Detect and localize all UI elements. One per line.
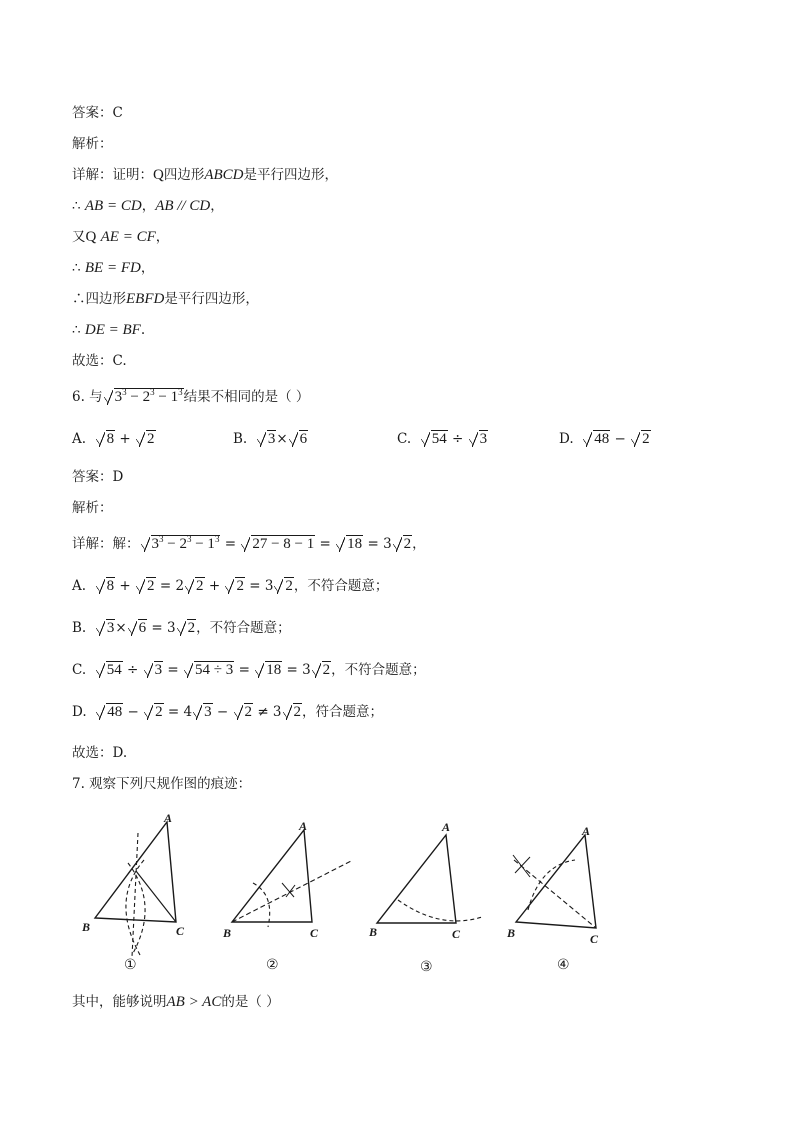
q5-text: 四边形 xyxy=(85,291,126,307)
math-ab-parallel-cd: AB // CD xyxy=(155,198,211,214)
construction-figures xyxy=(70,805,630,985)
figure-caption-1: ① xyxy=(124,957,137,973)
q6-stem-num: 6. 与 xyxy=(72,389,103,405)
therefore-symbol: ∴ xyxy=(72,198,81,214)
math-ebfd: EBFD xyxy=(126,291,165,307)
vertex-b-1: B xyxy=(82,920,91,934)
q5-detail-prefix: 详解：证明： xyxy=(72,167,153,183)
verdict-not-fit: ，不符合题意； xyxy=(293,578,389,594)
q6-option-b: B. 3× 6 xyxy=(233,431,308,447)
q5-detail-line5 xyxy=(72,290,259,308)
option-label: A. xyxy=(72,578,87,594)
q6-choice xyxy=(72,744,127,762)
therefore-symbol: ∴ xyxy=(72,322,81,338)
q6-answer-text: 答案：D xyxy=(72,469,124,485)
option-label: D. xyxy=(72,704,87,720)
option-label: C. xyxy=(397,431,412,447)
q6-detail: 详解：解： $3^3 - 2^3 - 1^3 = 27 - 8 - 1 = 18 = 3$ 2， xyxy=(72,534,426,552)
q7-question xyxy=(72,993,280,1011)
vertex-c-2: C xyxy=(310,926,319,940)
q6-option-a: A. 8 + 2 xyxy=(72,431,155,447)
q6-stem-tail: 结果不相同的是（ ） xyxy=(183,389,310,405)
q7-stem-text: 7. 观察下列尺规作图的痕迹： xyxy=(72,776,252,792)
figure-caption-2: ② xyxy=(266,957,279,973)
q5-detail-line3 xyxy=(72,228,169,246)
q5-text: 是平行四边形， xyxy=(164,291,259,307)
verdict-not-fit: ，不符合题意； xyxy=(196,620,291,636)
math-ab-gt-ac: AB > AC xyxy=(166,994,222,1010)
vertex-a-2: A xyxy=(299,819,308,833)
q5-analysis-label: 解析： xyxy=(72,136,113,152)
q6-options xyxy=(72,430,722,450)
therefore-symbol: ∴ xyxy=(72,291,86,307)
q7-question-tail: 的是（ ） xyxy=(221,994,280,1010)
q6-option-d: D. 48 − 2 xyxy=(559,431,650,447)
q6-answer xyxy=(72,468,123,486)
q6-analysis-label: 解析： xyxy=(72,500,113,516)
q6-detail-c: C. 54 ÷ 3 = 54 ÷ 3 = 18 = 3 2，不符合题意； xyxy=(72,662,426,678)
vertex-b-2: B xyxy=(223,926,232,940)
q7-stem xyxy=(72,775,251,793)
verdict-not-fit: ，不符合题意； xyxy=(331,662,426,678)
verdict-fit: ，符合题意； xyxy=(302,704,384,720)
figure-3 xyxy=(377,835,482,923)
vertex-b-3: B xyxy=(369,925,378,939)
option-label: C. xyxy=(72,662,87,678)
q6-option-c: C. 54 ÷ 3 xyxy=(397,431,488,447)
vertex-a-1: A xyxy=(164,811,173,825)
vertex-a-3: A xyxy=(442,820,451,834)
q6-analysis xyxy=(72,499,113,517)
period: . xyxy=(140,322,146,338)
q6-detail-d: D. 48 − 2 = 4 3 − 2 ≠ 3 2，符合题意； xyxy=(72,704,384,720)
option-label: A. xyxy=(72,431,87,447)
q6-stem xyxy=(72,388,309,406)
stem-radicand: 3 xyxy=(114,389,123,405)
vertex-b-4: B xyxy=(507,926,516,940)
figure-4 xyxy=(513,835,596,928)
q5-detail-line4 xyxy=(72,259,154,277)
vertex-c-3: C xyxy=(452,927,461,941)
q5-text: 又 xyxy=(72,229,86,245)
vertex-a-4: A xyxy=(582,824,591,838)
q5-analysis xyxy=(72,135,113,153)
q5-detail-line2 xyxy=(72,197,224,215)
q5-detail-line1 xyxy=(72,166,338,184)
figure-2 xyxy=(232,830,353,927)
figure-1 xyxy=(95,822,176,957)
q5-text: 是平行四边形， xyxy=(243,167,339,183)
figure-caption-4: ④ xyxy=(557,957,570,973)
vertex-c-1: C xyxy=(176,924,185,938)
math-de-eq-bf: DE = BF xyxy=(84,322,141,338)
comma: ， xyxy=(210,198,224,214)
q5-choice-text: 故选：C. xyxy=(72,353,127,369)
q5-detail-line6 xyxy=(72,321,145,339)
q5-answer xyxy=(72,104,123,122)
because-symbol: Q xyxy=(85,229,97,245)
sqrt-icon: $3^3 - 2^3 - 1^3$ xyxy=(104,388,184,406)
q5-choice xyxy=(72,352,127,370)
because-symbol: Q xyxy=(153,167,164,183)
comma: ， xyxy=(141,198,156,214)
q6-choice-text: 故选：D. xyxy=(72,745,128,761)
comma: ， xyxy=(140,260,155,276)
q5-text: 四边形 xyxy=(163,167,205,183)
vertex-c-4: C xyxy=(590,932,599,946)
therefore-symbol: ∴ xyxy=(72,260,81,276)
q5-answer-text: 答案：C xyxy=(72,105,123,121)
option-label: B. xyxy=(233,431,248,447)
math-ae-eq-cf: AE = CF xyxy=(100,229,156,245)
math-be-eq-fd: BE = FD xyxy=(84,260,141,276)
option-label: D. xyxy=(559,431,574,447)
q6-detail-a: A. 8 + 2 = 2 2 + 2 = 3 2，不符合题意； xyxy=(72,578,389,594)
q7-question-prefix: 其中，能够说明 xyxy=(72,994,167,1010)
q6-detail-prefix: 详解：解： xyxy=(72,536,140,552)
math-abcd: ABCD xyxy=(204,167,244,183)
option-label: B. xyxy=(72,620,87,636)
figure-caption-3: ③ xyxy=(420,959,433,975)
comma: ， xyxy=(155,229,170,245)
math-ab-eq-cd: AB = CD xyxy=(84,198,142,214)
q6-detail-b: B. 3× 6 = 3 2，不符合题意； xyxy=(72,620,291,636)
